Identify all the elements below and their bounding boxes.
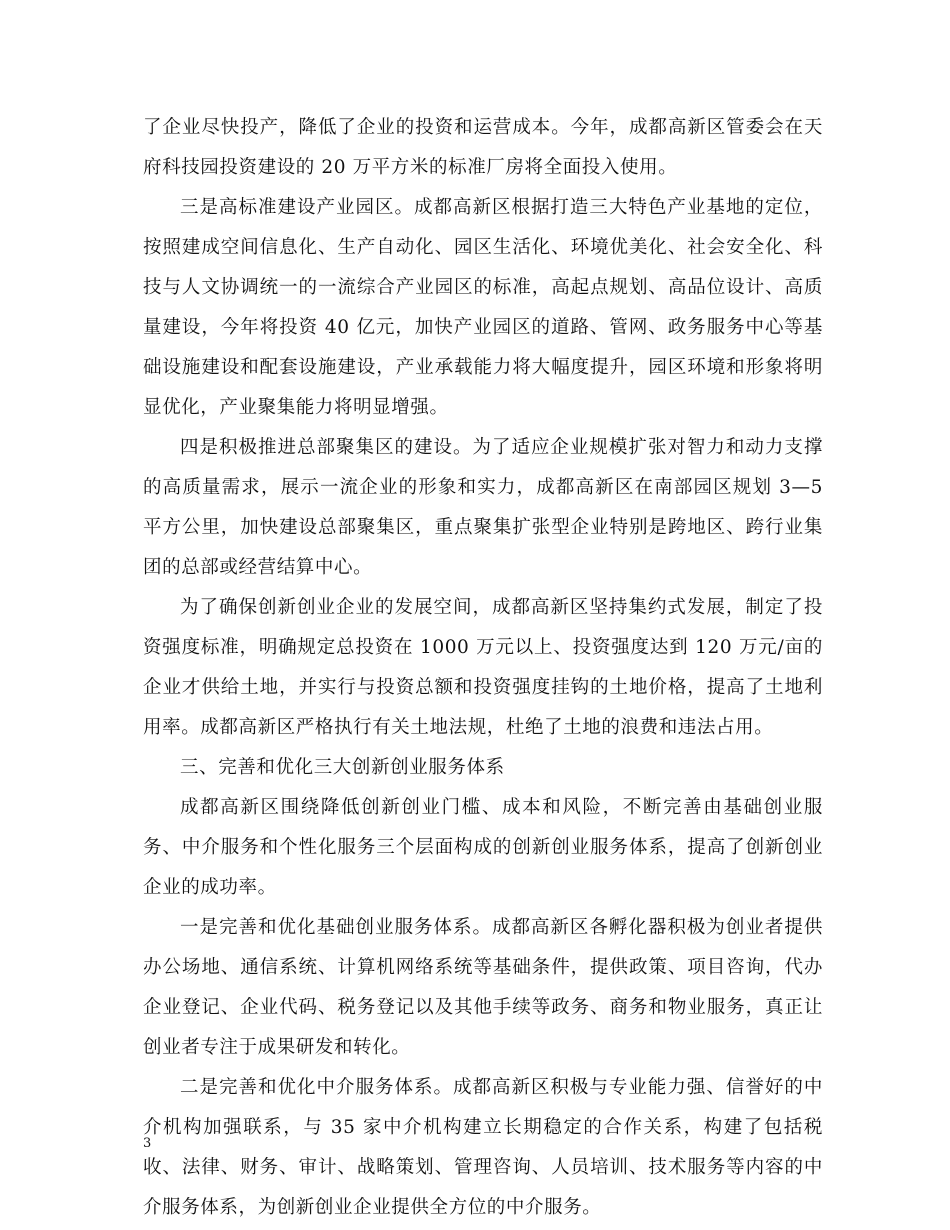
page-number: 3	[143, 1136, 152, 1151]
paragraph-4: 为了确保创新创业企业的发展空间，成都高新区坚持集约式发展，制定了投资强度标准，明确规定总投资在 1000 万元以上、投资强度达到 120 万元/亩的企业才供给土地，并实行与投资总额和投资强度挂钩的土地价格，提高了土地利用率。成都高新区严格执行有关土地法规，杜绝了土地的浪费和违法占用。	[143, 597, 823, 738]
paragraph-2: 三是高标准建设产业园区。成都高新区根据打造三大特色产业基地的定位，按照建成空间信息化、生产自动化、园区生活化、环境优美化、社会安全化、科技与人文协调统一的一流综合产业园区的标准，高起点规划、高品位设计、高质量建设，今年将投资 40 亿元，加快产业园区的道路、管网、政务服务中心等基础设施建设和配套设施建设，产业承载能力将大幅度提升，园区环境和形象将明显优化，产业聚集能力将明显增强。	[143, 197, 823, 418]
section-heading: 三、完善和优化三大创新创业服务体系	[180, 757, 505, 778]
paragraph-7: 二是完善和优化中介服务体系。成都高新区积极与专业能力强、信誉好的中介机构加强联系，与 35 家中介机构建立长期稳定的合作关系，构建了包括税收、法律、财务、审计、战略策划、管理咨询、人员培训、技术服务等内容的中介服务体系，为创新创业企业提供全方位的中介服务。	[143, 1077, 823, 1218]
document-body	[143, 108, 823, 1228]
paragraph-1: 了企业尽快投产，降低了企业的投资和运营成本。今年，成都高新区管委会在天府科技园投资建设的 20 万平方米的标准厂房将全面投入使用。	[143, 117, 823, 178]
paragraph-6: 一是完善和优化基础创业服务体系。成都高新区各孵化器积极为创业者提供办公场地、通信系统、计算机网络系统等基础条件，提供政策、项目咨询，代办企业登记、企业代码、税务登记以及其他手续等政务、商务和物业服务，真正让创业者专注于成果研发和转化。	[143, 917, 823, 1058]
paragraph-5: 成都高新区围绕降低创新创业门槛、成本和风险，不断完善由基础创业服务、中介服务和个性化服务三个层面构成的创新创业服务体系，提高了创新创业企业的成功率。	[143, 797, 823, 898]
paragraph-3: 四是积极推进总部聚集区的建设。为了适应企业规模扩张对智力和动力支撑的高质量需求，展示一流企业的形象和实力，成都高新区在南部园区规划 3—5 平方公里，加快建设总部聚集区，重点聚集扩张型企业特别是跨地区、跨行业集团的总部或经营结算中心。	[143, 437, 823, 578]
